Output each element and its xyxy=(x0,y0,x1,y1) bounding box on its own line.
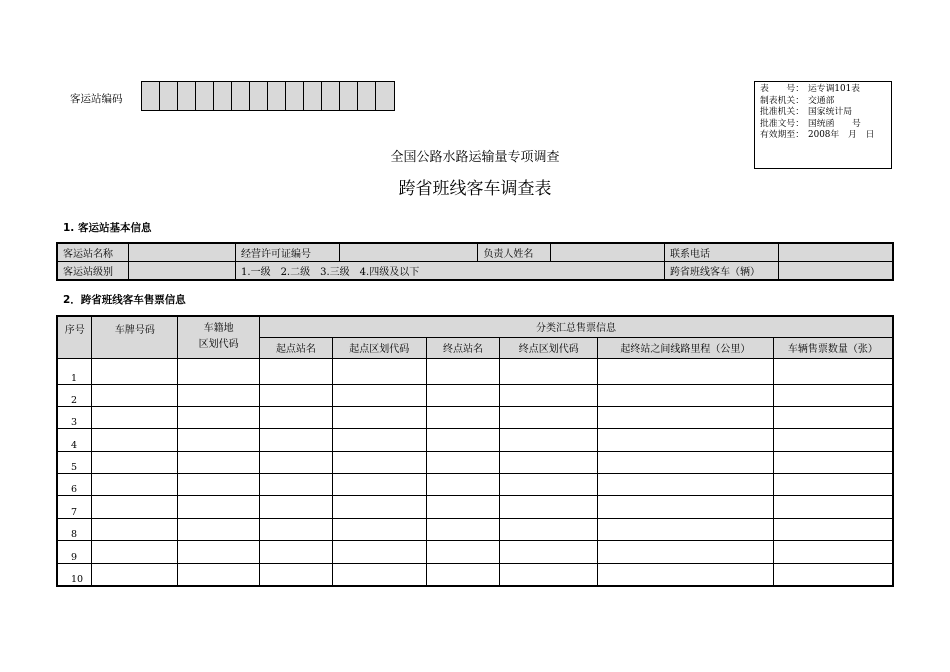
station-code-box[interactable] xyxy=(142,82,160,110)
meta-row xyxy=(760,107,886,119)
station-code-box[interactable] xyxy=(178,82,196,110)
region-code-header-line1: 车籍地 xyxy=(203,323,234,334)
row-number: 2 xyxy=(57,384,92,406)
table-cell[interactable] xyxy=(500,358,598,384)
dest-code-header: 终点区划代码 xyxy=(500,337,598,358)
table-row xyxy=(57,518,893,540)
survey-title: 全国公路水路运输量专项调查 xyxy=(390,150,560,165)
table-cell[interactable] xyxy=(332,518,426,540)
station-code-box[interactable] xyxy=(376,82,394,110)
station-name-field[interactable] xyxy=(129,243,236,262)
table-row xyxy=(57,384,893,406)
table-cell[interactable] xyxy=(598,563,774,585)
table-cell[interactable] xyxy=(92,518,178,540)
station-code-box[interactable] xyxy=(322,82,340,110)
table-cell[interactable] xyxy=(426,358,500,384)
table-cell[interactable] xyxy=(773,451,893,473)
table-cell[interactable] xyxy=(260,358,333,384)
table-cell[interactable] xyxy=(92,474,178,496)
row-number: 3 xyxy=(57,406,92,428)
table-cell[interactable] xyxy=(332,496,426,518)
table-cell[interactable] xyxy=(598,429,774,451)
table-cell[interactable] xyxy=(178,451,260,473)
meta-value: 2008年 月 日 xyxy=(808,130,875,141)
table-cell[interactable] xyxy=(773,406,893,428)
section-1-title: 1. 客运站基本信息 xyxy=(63,222,152,234)
meta-key: 制表机关： xyxy=(760,95,804,106)
table-cell[interactable] xyxy=(500,384,598,406)
form-title: 跨省班线客车调查表 xyxy=(398,179,552,199)
table-cell[interactable] xyxy=(332,541,426,563)
table-cell[interactable] xyxy=(773,563,893,585)
region-code-header xyxy=(178,316,260,358)
table-cell[interactable] xyxy=(773,358,893,384)
station-code-box[interactable] xyxy=(268,82,286,110)
ticket-info-table xyxy=(56,315,894,587)
table-cell[interactable] xyxy=(332,406,426,428)
plate-header: 车牌号码 xyxy=(92,316,178,358)
meta-value: 国家统计局 xyxy=(808,107,852,118)
table-cell[interactable] xyxy=(260,563,333,585)
table-cell[interactable] xyxy=(92,406,178,428)
table-cell[interactable] xyxy=(92,384,178,406)
station-code-label: 客运站编码 xyxy=(70,93,123,105)
table-cell[interactable] xyxy=(598,474,774,496)
station-code-box[interactable] xyxy=(160,82,178,110)
table-cell[interactable] xyxy=(500,496,598,518)
license-number-field[interactable] xyxy=(339,243,478,262)
table-cell[interactable] xyxy=(92,563,178,585)
table-cell[interactable] xyxy=(92,429,178,451)
table-cell[interactable] xyxy=(178,384,260,406)
station-code-box[interactable] xyxy=(340,82,358,110)
meta-key: 批准文号： xyxy=(760,118,804,129)
table-cell[interactable] xyxy=(92,451,178,473)
row-number: 9 xyxy=(57,541,92,563)
station-code-box[interactable] xyxy=(196,82,214,110)
bus-count-field[interactable] xyxy=(778,262,893,281)
table-row xyxy=(57,358,893,384)
table-cell[interactable] xyxy=(178,496,260,518)
table-row xyxy=(57,451,893,473)
table-cell[interactable] xyxy=(92,541,178,563)
table-cell[interactable] xyxy=(426,541,500,563)
station-info-row-1 xyxy=(57,243,893,262)
region-code-header-line2: 区划代码 xyxy=(198,339,239,350)
origin-code-header: 起点区划代码 xyxy=(332,337,426,358)
table-cell[interactable] xyxy=(426,518,500,540)
meta-value: 交通部 xyxy=(808,95,835,106)
table-cell[interactable] xyxy=(500,429,598,451)
table-cell[interactable] xyxy=(598,518,774,540)
table-cell[interactable] xyxy=(260,429,333,451)
station-code-box[interactable] xyxy=(286,82,304,110)
table-row xyxy=(57,496,893,518)
table-cell[interactable] xyxy=(426,384,500,406)
station-level-field[interactable] xyxy=(129,262,236,281)
table-cell[interactable] xyxy=(178,358,260,384)
table-cell[interactable] xyxy=(178,563,260,585)
table-cell[interactable] xyxy=(598,358,774,384)
table-cell[interactable] xyxy=(178,474,260,496)
table-cell[interactable] xyxy=(260,451,333,473)
table-cell[interactable] xyxy=(332,384,426,406)
table-cell[interactable] xyxy=(500,518,598,540)
station-info-table xyxy=(56,242,894,281)
meta-key: 有效期至： xyxy=(760,130,804,141)
dest-station-header: 终点站名 xyxy=(426,337,500,358)
table-cell[interactable] xyxy=(773,518,893,540)
row-number: 6 xyxy=(57,474,92,496)
table-cell[interactable] xyxy=(92,358,178,384)
bus-count-label: 跨省班线客车（辆） xyxy=(664,262,778,281)
table-row xyxy=(57,406,893,428)
station-level-label: 客运站级别 xyxy=(57,262,129,281)
table-cell[interactable] xyxy=(426,474,500,496)
table-cell[interactable] xyxy=(773,474,893,496)
tickets-sold-header: 车辆售票数量（张） xyxy=(773,337,893,358)
table-cell[interactable] xyxy=(500,451,598,473)
table-row xyxy=(57,563,893,585)
license-number-label: 经营许可证编号 xyxy=(236,243,340,262)
row-number: 4 xyxy=(57,429,92,451)
station-name-label: 客运站名称 xyxy=(57,243,129,262)
row-number: 10 xyxy=(57,563,92,585)
table-cell[interactable] xyxy=(500,541,598,563)
meta-key: 表 号： xyxy=(760,84,804,94)
table-cell[interactable] xyxy=(260,496,333,518)
table-cell[interactable] xyxy=(92,496,178,518)
table-cell[interactable] xyxy=(332,358,426,384)
table-cell[interactable] xyxy=(332,563,426,585)
table-cell[interactable] xyxy=(260,474,333,496)
table-cell[interactable] xyxy=(598,541,774,563)
meta-row xyxy=(760,130,886,142)
phone-field[interactable] xyxy=(778,243,893,262)
table-cell[interactable] xyxy=(178,429,260,451)
table-cell[interactable] xyxy=(178,406,260,428)
table-cell[interactable] xyxy=(178,518,260,540)
group-header: 分类汇总售票信息 xyxy=(260,316,893,337)
table-cell[interactable] xyxy=(598,384,774,406)
table-cell[interactable] xyxy=(598,451,774,473)
station-info-row-2 xyxy=(57,262,893,281)
table-cell[interactable] xyxy=(426,496,500,518)
meta-row xyxy=(760,96,886,108)
table-cell[interactable] xyxy=(426,563,500,585)
table-cell[interactable] xyxy=(426,406,500,428)
meta-value: 运专调101表 xyxy=(808,84,860,94)
table-cell[interactable] xyxy=(178,541,260,563)
table-cell[interactable] xyxy=(426,429,500,451)
meta-value: 国统函 号 xyxy=(808,118,861,129)
station-code-box[interactable] xyxy=(232,82,250,110)
table-cell[interactable] xyxy=(598,406,774,428)
table-cell[interactable] xyxy=(260,384,333,406)
table-cell[interactable] xyxy=(773,384,893,406)
table-cell[interactable] xyxy=(260,541,333,563)
table-cell[interactable] xyxy=(500,563,598,585)
station-code-box[interactable] xyxy=(250,82,268,110)
table-row xyxy=(57,541,893,563)
section-2-title: 2．跨省班线客车售票信息 xyxy=(63,294,186,306)
row-number: 8 xyxy=(57,518,92,540)
table-cell[interactable] xyxy=(773,429,893,451)
table-row xyxy=(57,429,893,451)
manager-name-field[interactable] xyxy=(551,243,665,262)
station-code-box[interactable] xyxy=(358,82,376,110)
meta-row xyxy=(760,84,886,96)
seq-header: 序号 xyxy=(57,316,92,358)
row-number: 7 xyxy=(57,496,92,518)
origin-station-header: 起点站名 xyxy=(260,337,333,358)
station-code-box[interactable] xyxy=(214,82,232,110)
row-number: 1 xyxy=(57,358,92,384)
table-cell[interactable] xyxy=(773,496,893,518)
table-cell[interactable] xyxy=(260,406,333,428)
route-mileage-header: 起终站之间线路里程（公里） xyxy=(598,337,774,358)
table-cell[interactable] xyxy=(500,406,598,428)
station-code-box[interactable] xyxy=(304,82,322,110)
table-cell[interactable] xyxy=(260,518,333,540)
table-cell[interactable] xyxy=(332,429,426,451)
table-row xyxy=(57,474,893,496)
station-code-boxes[interactable] xyxy=(141,81,395,111)
meta-row xyxy=(760,119,886,131)
row-number: 5 xyxy=(57,451,92,473)
table-cell[interactable] xyxy=(500,474,598,496)
table-cell[interactable] xyxy=(426,451,500,473)
table-cell[interactable] xyxy=(332,451,426,473)
phone-label: 联系电话 xyxy=(664,243,778,262)
table-cell[interactable] xyxy=(773,541,893,563)
station-level-options: 1.一级 2.二级 3.三级 4.四级及以下 xyxy=(236,262,665,281)
meta-key: 批准机关： xyxy=(760,107,804,118)
table-cell[interactable] xyxy=(598,496,774,518)
manager-name-label: 负责人姓名 xyxy=(478,243,551,262)
table-cell[interactable] xyxy=(332,474,426,496)
